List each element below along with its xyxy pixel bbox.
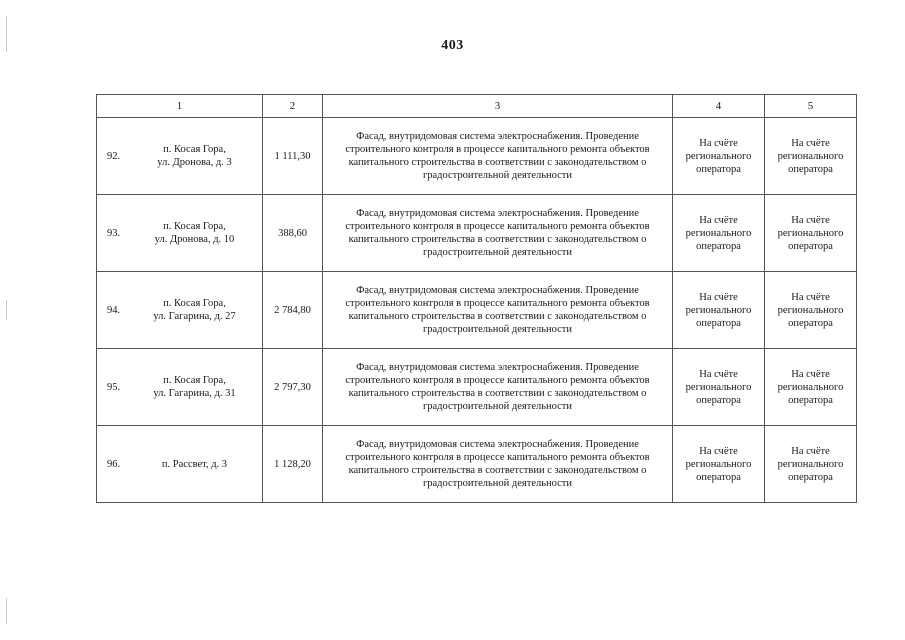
row-works: Фасад, внутридомовая система электроснабжения. Проведение строительного контроля в процессе капитального ремонта объектов капитального строительства в соответствии с законодательством о градостроительной деятельности <box>323 426 673 503</box>
number-address-cell <box>97 195 263 272</box>
row-col4: На счёте регионального оператора <box>673 349 765 426</box>
table-row <box>97 118 857 195</box>
row-col5: На счёте регионального оператора <box>765 195 857 272</box>
row-number: 96. <box>107 458 121 470</box>
row-address: п. Косая Гора, ул. Гагарина, д. 31 <box>153 375 236 399</box>
row-area: 1 128,20 <box>263 426 323 503</box>
row-area: 1 111,30 <box>263 118 323 195</box>
row-address: п. Косая Гора, ул. Дронова, д. 3 <box>157 144 232 168</box>
row-area: 2 784,80 <box>263 272 323 349</box>
row-area: 2 797,30 <box>263 349 323 426</box>
header-col-1: 1 <box>97 95 263 118</box>
row-works: Фасад, внутридомовая система электроснабжения. Проведение строительного контроля в процессе капитального ремонта объектов капитального строительства в соответствии с законодательством о градостроительной деятельности <box>323 195 673 272</box>
header-col-5: 5 <box>765 95 857 118</box>
works-table <box>96 94 857 503</box>
table-row <box>97 272 857 349</box>
number-address-cell <box>97 118 263 195</box>
scan-edge-mark <box>6 300 7 320</box>
number-address-cell <box>97 426 263 503</box>
row-col5: На счёте регионального оператора <box>765 272 857 349</box>
row-works: Фасад, внутридомовая система электроснабжения. Проведение строительного контроля в процессе капитального ремонта объектов капитального строительства в соответствии с законодательством о градостроительной деятельности <box>323 118 673 195</box>
number-address-cell <box>97 272 263 349</box>
row-col4: На счёте регионального оператора <box>673 195 765 272</box>
page-number: 403 <box>441 38 464 53</box>
row-col4: На счёте регионального оператора <box>673 426 765 503</box>
header-col-4: 4 <box>673 95 765 118</box>
row-address: п. Рассвет, д. 3 <box>161 458 228 470</box>
row-col4: На счёте регионального оператора <box>673 272 765 349</box>
header-col-3: 3 <box>323 95 673 118</box>
row-works: Фасад, внутридомовая система электроснабжения. Проведение строительного контроля в процессе капитального ремонта объектов капитального строительства в соответствии с законодательством о градостроительной деятельности <box>323 272 673 349</box>
row-number: 92. <box>107 150 121 162</box>
row-number: 93. <box>107 227 121 239</box>
row-col4: На счёте регионального оператора <box>673 118 765 195</box>
row-address: п. Косая Гора, ул. Дронова, д. 10 <box>154 221 235 245</box>
row-col5: На счёте регионального оператора <box>765 349 857 426</box>
scan-edge-mark <box>6 598 7 624</box>
row-number: 95. <box>107 381 121 393</box>
row-works: Фасад, внутридомовая система электроснабжения. Проведение строительного контроля в процессе капитального ремонта объектов капитального строительства в соответствии с законодательством о градостроительной деятельности <box>323 349 673 426</box>
row-address: п. Косая Гора, ул. Гагарина, д. 27 <box>153 298 236 322</box>
table-row <box>97 426 857 503</box>
row-area: 388,60 <box>263 195 323 272</box>
row-number: 94. <box>107 304 121 316</box>
table-header-row <box>97 95 857 118</box>
row-col5: На счёте регионального оператора <box>765 118 857 195</box>
table-row <box>97 349 857 426</box>
header-col-2: 2 <box>263 95 323 118</box>
table-row <box>97 195 857 272</box>
row-col5: На счёте регионального оператора <box>765 426 857 503</box>
number-address-cell <box>97 349 263 426</box>
